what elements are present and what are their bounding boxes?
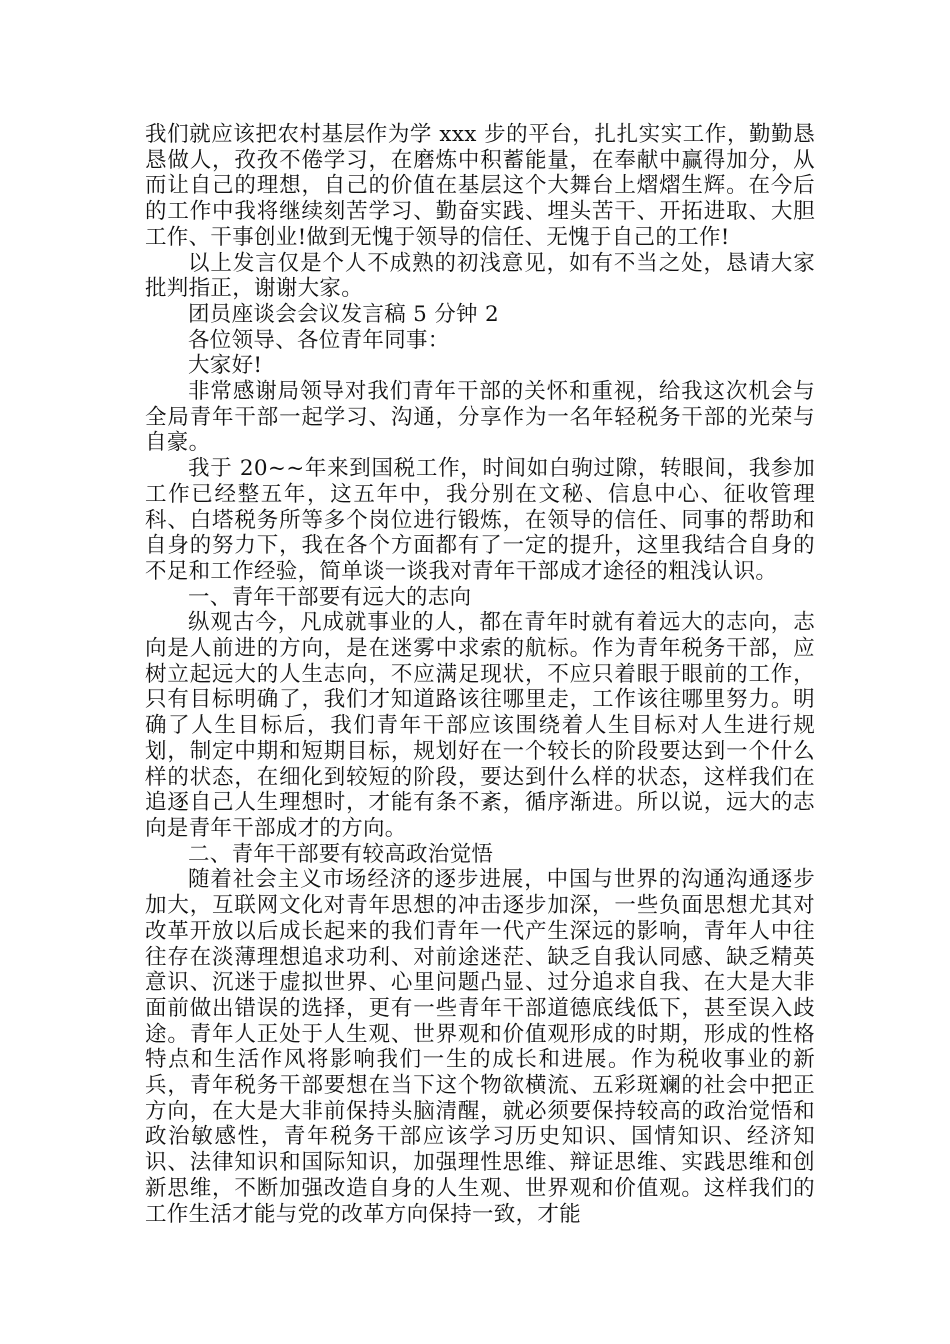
section-heading: 二、青年干部要有较高政治觉悟 <box>188 841 494 867</box>
paragraph-heading: 团员座谈会会议发言稿 5 分钟 2 <box>188 301 499 327</box>
paragraph: 以上发言仅是个人不成熟的初浅意见，如有不当之处，恳请大家批判指正，谢谢大家。 <box>145 250 815 302</box>
paragraph: 纵观古今，凡成就事业的人，都在青年时就有着远大的志向，志向是人前进的方向，是在迷雾中求索的航标。作为青年税务干部，应树立起远大的人生志向，不应满足现状，不应只着眼于眼前的工作，只有目标明确了，我们才知道路该往哪里走，工作该往哪里努力。明确了人生目标后，我们青年干部应该围绕着人生目标对人生进行规划，制定中期和短期目标，规划好在一个较长的阶段要达到一个什么样的状态，在细化到较短的阶段，要达到什么样的状态，这样我们在追逐自己人生理想时，才能有条不紊，循序渐进。所以说，远大的志向是青年干部成才的方向。 <box>145 610 815 841</box>
paragraph: 随着社会主义市场经济的逐步进展，中国与世界的沟通沟通逐步加大，互联网文化对青年思想的冲击逐步加深，一些负面思想尤其对改革开放以后成长起来的我们青年一代产生深远的影响，青年人中往往存在淡薄理想追求功利、对前途迷茫、缺乏自我认同感、缺乏精英意识、沉迷于虚拟世界、心里问题凸显、过分追求自我、在大是大非面前做出错误的选择，更有一些青年干部道德底线低下，甚至误入歧途。青年人正处于人生观、世界观和价值观形成的时期，形成的性格特点和生活作风将影响我们一生的成长和进展。作为税收事业的新兵，青年税务干部要想在当下这个物欲横流、五彩斑斓的社会中把正方向，在大是大非前保持头脑清醒，就必须要保持较高的政治觉悟和政治敏感性，青年税务干部应该学习历史知识、国情知识、经济知识、法律知识和国际知识，加强理性思维、辩证思维、实践思维和创新思维，不断加强改造自身的人生观、世界观和价值观。这样我们的工作生活才能与党的改革方向保持一致，才能 <box>145 867 815 1227</box>
section-heading: 一、青年干部要有远大的志向 <box>188 584 472 610</box>
document-body <box>145 122 815 1227</box>
paragraph-greeting: 大家好! <box>188 353 263 379</box>
paragraph: 非常感谢局领导对我们青年干部的关怀和重视，给我这次机会与全局青年干部一起学习、沟通，分享作为一名年轻税务干部的光荣与自豪。 <box>145 379 815 456</box>
paragraph-salutation: 各位领导、各位青年同事： <box>188 327 450 353</box>
paragraph: 我们就应该把农村基层作为学 xxx 步的平台，扎扎实实工作，勤勤恳恳做人，孜孜不倦学习，在磨炼中积蓄能量，在奉献中赢得加分，从而让自己的理想，自己的价值在基层这个大舞台上熠熠生辉。在今后的工作中我将继续刻苦学习、勤奋实践、埋头苦干、开拓进取、大胆工作、干事创业!做到无愧于领导的信任、无愧于自己的工作! <box>145 122 815 250</box>
paragraph: 我于 20~~年来到国税工作，时间如白驹过隙，转眼间，我参加工作已经整五年，这五年中，我分别在文秘、信息中心、征收管理科、白塔税务所等多个岗位进行锻炼，在领导的信任、同事的帮助和自身的努力下，我在各个方面都有了一定的提升，这里我结合自身的不足和工作经验，简单谈一谈我对青年干部成才途径的粗浅认识。 <box>145 456 815 584</box>
